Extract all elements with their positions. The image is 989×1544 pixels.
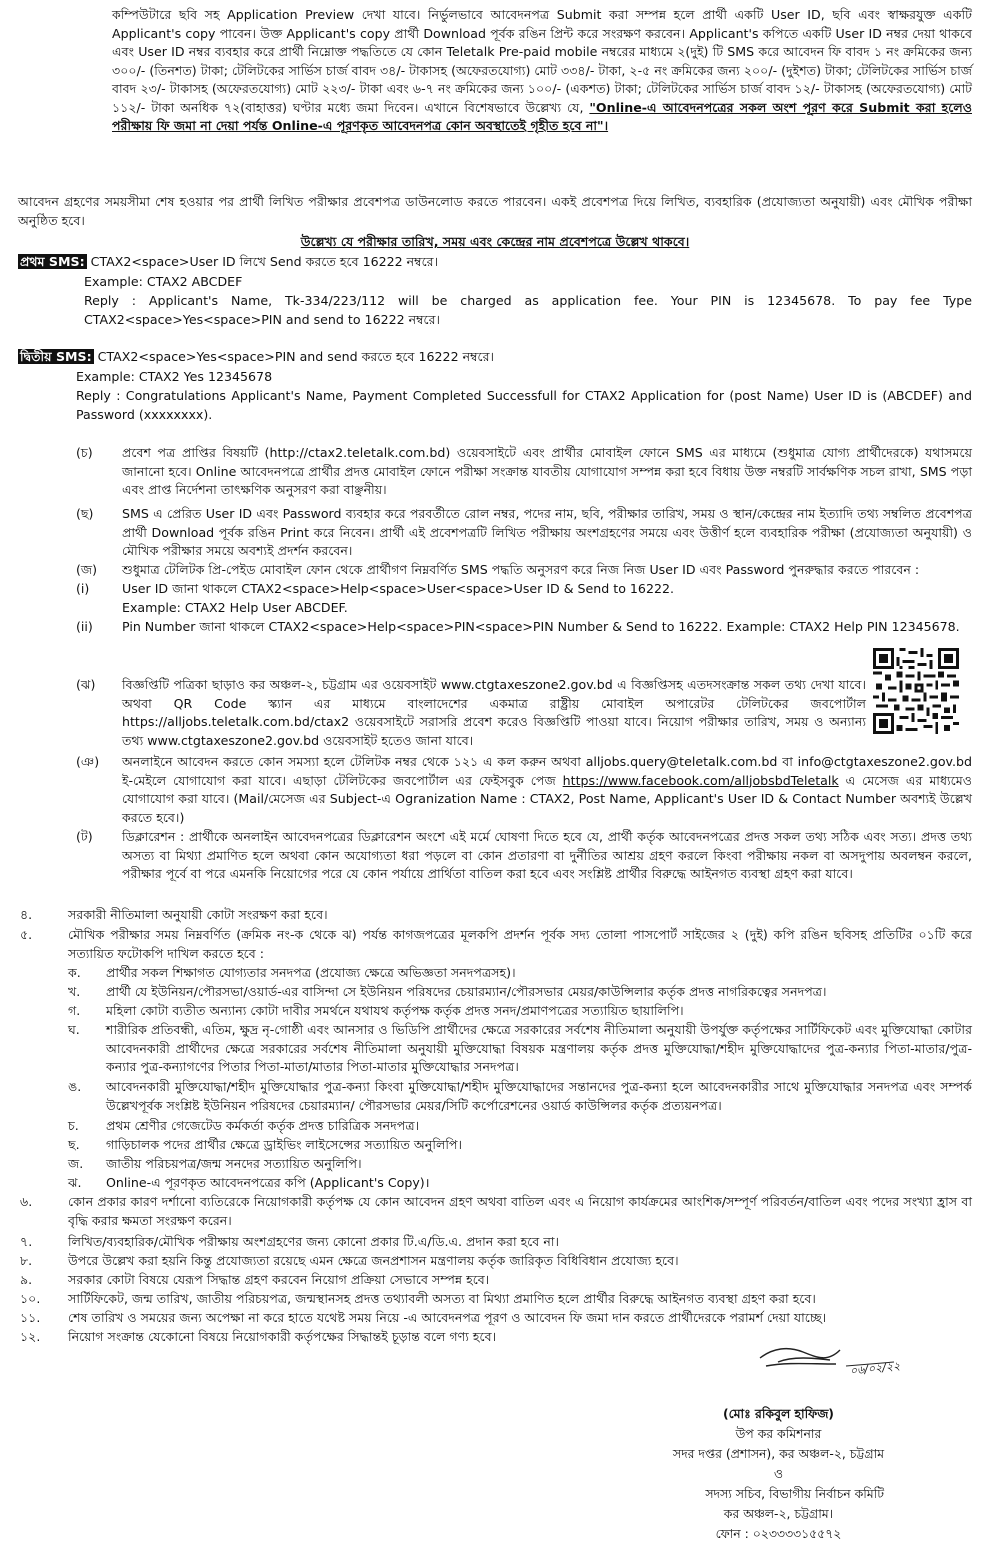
item-chha-label: (ছ): [76, 506, 94, 521]
signatory-title: উপ কর কমিশনার: [735, 1426, 822, 1441]
doc-item-label: খ.: [68, 984, 81, 999]
doc-item-label: ছ.: [68, 1137, 80, 1152]
doc-item-text: শারীরিক প্রতিবন্ধী, এতিম, ক্ষুদ্র নৃ-গোষ্ঠী এবং আনসার ও ভিডিপি প্রার্থীদের ক্ষেত্রে সরকারের সর্বশেষ নীতিমালা অনুযায়ী উপর্যুক্ত কর্তৃপক্ষের সার্টিফিকেট এবং মুক্তিযোদ্ধা কোটার আবেদনকারী প্রার্থীদের ক্ষেত্রে সরকারের সর্বশেষ নীতিমালা অনুযায়ী মুক্তিযোদ্ধা বিষয়ক মন্ত্রণালয় কর্তৃক প্রদত্ত মুক্তিযোদ্ধা/শহীদ মুক্তিযোদ্ধাদের পুত্র-কন্যার পিতা-মাতার/পুত্র-কন্যার পুত্র-কন্যাগণের পিতার পিতা-মাতা/মাতার পিতা-মাতার মুক্তিযোদ্ধার সনদপত্র।: [106, 1022, 972, 1074]
admit-note: উল্লেখ্য যে পরীক্ষার তারিখ, সময় এবং কেন্দ্রের নাম প্রবেশপত্রে উল্লেখ থাকবে।: [300, 234, 690, 249]
numbered-item-label: ৯.: [20, 1272, 33, 1287]
sms2-example: Example: CTAX2 Yes 12345678: [76, 369, 273, 384]
numbered-item-label: ৬.: [20, 1194, 33, 1209]
numbered-item-label: ৭.: [20, 1234, 33, 1249]
doc-item-text: গাড়িচালক পদের প্রার্থীর ক্ষেত্রে ড্রাইভিং লাইসেন্সের সত্যায়িত অনুলিপি।: [106, 1137, 462, 1152]
sms2-text: CTAX2<space>Yes<space>PIN and send করতে হবে 16222 নম্বরে।: [97, 349, 495, 364]
sms2-line: [18, 348, 972, 367]
item-5-text: মৌখিক পরীক্ষার সময় নিম্নবর্ণিত (ক্রমিক নং-ক থেকে ঝ) পর্যন্ত কাগজপত্রের মূলকপি প্রদর্শন পূর্বক সদ্য তোলা পাসপোর্ট সাইজের ২ (দুই) কপি রঙিন ছবিসহ প্রতিটির ০১টি করে সত্যায়িত ফটোকপি দাখিল করতে হবে :: [68, 927, 972, 961]
doc-item-text: আবেদনকারী মুক্তিযোদ্ধা/শহীদ মুক্তিযোদ্ধার পুত্র-কন্যা কিংবা মুক্তিযোদ্ধা/শহীদ মুক্তিযোদ্ধাদের সন্তানদের পুত্র-কন্যা হলে আবেদনকারীর সাথে মুক্তিযোদ্ধার সনদপত্র এবং সম্পর্ক উল্লেখপূর্বক সংশ্লিষ্ট ইউনিয়ন পরিষদের চেয়ারম্যান/ পৌরসভার মেয়র/সিটি কর্পোরেশনের ওয়ার্ড কাউন্সিলর কর্তৃক প্রত্যয়নপত্র।: [106, 1079, 972, 1113]
doc-item-label: ঙ.: [68, 1079, 82, 1094]
numbered-item-text: লিখিত/ব্যবহারিক/মৌখিক পরীক্ষায় অংশগ্রহণের জন্য কোনো প্রকার টি.এ/ডি.এ. প্রদান করা হবে না।: [68, 1234, 559, 1249]
item-chha-text: SMS এ প্রেরিত User ID এবং Password ব্যবহার করে পরবর্তীতে রোল নম্বর, পদের নাম, ছবি, পরীক্ষার তারিখ, সময় ও স্থান/কেন্দ্রের নাম ইত্যাদি তথ্য সম্বলিত প্রবেশপত্র প্রার্থী Download পূর্বক রঙিন Print করে নিবেন। প্রার্থী এই প্রবেশপত্রটি লিখিত পরীক্ষায় অংশগ্রহণের সময়ে এবং উত্তীর্ণ হলে ব্যবহারিক পরীক্ষা (প্রযোজ্যতা অনুযায়ী) ও মৌখিক পরীক্ষার সময়ে অবশ্যই প্রদর্শন করবেন।: [122, 506, 972, 558]
doc-item-label: গ.: [68, 1003, 81, 1018]
numbered-item-label: ১০.: [20, 1291, 41, 1306]
numbered-item-label: ৮.: [20, 1253, 33, 1268]
numbered-item-label: ১১.: [20, 1310, 41, 1325]
numbered-item-text: উপরে উল্লেখ করা হয়নি কিন্তু প্রযোজ্যতা রয়েছে এমন ক্ষেত্রে জনপ্রশাসন মন্ত্রণালয় কর্তৃক জারিকৃত বিধিবিধান প্রযোজ্য হবে।: [68, 1253, 679, 1268]
signatory-name: (মোঃ রকিবুল হাফিজ): [722, 1406, 834, 1421]
numbered-item-text: নিয়োগ সংক্রান্ত যেকোনো বিষয়ে নিয়োগকারী কর্তৃপক্ষের সিদ্ধান্তই চূড়ান্ত বলে গণ্য হবে।: [68, 1329, 497, 1344]
admit-card-paragraph: আবেদন গ্রহণের সময়সীমা শেষ হওয়ার পর প্রার্থী লিখিত পরীক্ষার প্রবেশপত্র ডাউনলোড করতে পারবেন। একই প্রবেশপত্র দিয়ে লিখিত, ব্যবহারিক (প্রযোজ্যতা অনুযায়ী) এবং মৌখিক পরীক্ষা অনুষ্ঠিত হবে।: [18, 194, 972, 228]
facebook-link[interactable]: https://www.facebook.com/alljobsbdTeletalk: [562, 772, 839, 788]
item-ta-label: (ট): [76, 829, 93, 844]
numbered-item-label: ১২.: [20, 1329, 41, 1344]
doc-item-text: প্রথম শ্রেণীর গেজেটেড কর্মকর্তা কর্তৃক প্রদত্ত চারিত্রিক সনদপত্র।: [106, 1118, 420, 1133]
online-warning: "Online-এ আবেদনপত্রের সকল অংশ পূরণ করে Submit করা হলেও পরীক্ষায় ফি জমা না দেয়া পর্যন্ত Online-এ পূরণকৃত আবেদনপত্র কোন অবস্থাতেই গৃহীত হবে না"।: [112, 99, 972, 133]
sms1-text: CTAX2<space>User ID লিখে Send করতে হবে 16222 নম্বরে।: [90, 254, 439, 269]
item-cha-text: প্রবেশ পত্র প্রাপ্তির বিষয়টি (http://ctax2.teletalk.com.bd) ওয়েবসাইটে এবং প্রার্থীর মোবাইল ফোনে SMS এর মাধ্যমে (শুধুমাত্র যোগ্য প্রার্থীদেরকে) যথাসময়ে জানানো হবে। Online আবেদনপত্রে প্রার্থীর প্রদত্ত মোবাইল ফোনে পরীক্ষা সংক্রান্ত যাবতীয় যোগাযোগ সম্পন্ন করা হবে বিধায় উক্ত নম্বরটি সার্বক্ষণিক সচল রাখা, SMS পড়া এবং প্রাপ্ত নির্দেশনা তাৎক্ষণিক অনুসরণ করা বাঞ্ছনীয়।: [122, 445, 972, 497]
doc-item-label: ক.: [68, 965, 81, 980]
sms1-reply: Reply : Applicant's Name, Tk-334/223/112 will be charged as application fee. Your PIN is 12345678. To pay fee Type CTAX2<space>Yes<space>PIN and send to 16222 নম্বরে।: [84, 293, 972, 327]
doc-item-label: চ.: [68, 1118, 79, 1133]
item-ta-text: ডিক্লারেশন : প্রার্থীকে অনলাইন আবেদনপত্রের ডিক্লারেশন অংশে এই মর্মে ঘোষণা দিতে হবে যে, প্রার্থী কর্তৃক আবেদনপত্রের প্রদত্ত সকল তথ্য সঠিক এবং সত্য। প্রদত্ত তথ্য অসত্য বা মিথ্যা প্রমাণিত হলে অথবা কোন অযোগ্যতা ধরা পড়লে বা কোন প্রতারণা বা দুর্নীতির আশ্রয় গ্রহণ করলে কিংবা পরীক্ষায় নকল বা অসদুপায় অবলম্বন করলে, পরীক্ষার পূর্বে বা পরে এমনকি নিয়োগের পরে যে কোন পর্যায়ে প্রার্থিতা বাতিল করা হবে এবং সংশ্লিষ্ট প্রার্থীর বিরুদ্ধে আইনগত ব্যবস্থা গ্রহণ করা যাবে।: [122, 829, 972, 881]
qr-code-icon[interactable]: [872, 648, 960, 734]
sms1-tag: প্রথম SMS:: [20, 254, 85, 269]
item-nya-text: অনলাইনে আবেদন করতে কোন সমস্যা হলে টেলিটক নম্বর থেকে ১২১ এ কল করুন অথবা alljobs.query@teletalk.com.bd বা info@ctgtaxeszone2.gov.bd ই-মেইলে যোগাযোগ করা যাবে। এছাড়া টেলিটকের জবপোর্টাল এর ফেইসবুক পেজ https://www.facebook.com/alljobsbdTeletalk এ মেসেজ এর মাধ্যমেও যোগাযোগ করা যাবে। (Mail/মেসেজ এর Subject-এ Ogranization Name : CTAX2, Post Name, Applicant's User ID & Contact Number অবশ্যই উল্লেখ করতে হবে।): [122, 754, 972, 825]
sms2-reply: Reply : Congratulations Applicant's Name, Payment Completed Successfull for CTAX2 Application for (post Name) User ID is (ABCDEF) and Password (xxxxxxxx).: [76, 388, 972, 422]
item-cha-label: (চ): [76, 445, 93, 460]
sms2-tag: দ্বিতীয় SMS:: [20, 349, 92, 364]
item-ii-text: Pin Number জানা থাকলে CTAX2<space>Help<space>PIN<space>PIN Number & Send to 16222. Example: CTAX2 Help PIN 12345678.: [122, 619, 960, 634]
doc-item-label: জ.: [68, 1156, 84, 1171]
signatory-title2: সদস্য সচিব, বিভাগীয় নির্বাচন কমিটি: [705, 1486, 884, 1501]
item-4-text: সরকারী নীতিমালা অনুযায়ী কোটা সংরক্ষণ করা হবে।: [68, 907, 328, 922]
numbered-item-text: সরকার কোটা বিষয়ে যেরূপ সিদ্ধান্ত গ্রহণ করবেন নিয়োগ প্রক্রিয়া সেভাবে সম্পন্ন হবে।: [68, 1272, 490, 1287]
item-5-label: ৫.: [20, 927, 33, 942]
signature-block: [673, 1404, 884, 1544]
item-4-label: ৪.: [20, 907, 33, 922]
signature-date: ০৬/০২/২২: [849, 1359, 901, 1378]
item-jha-label: (ঝ): [76, 677, 96, 692]
numbered-item-text: সার্টিফিকেট, জন্ম তারিখ, জাতীয় পরিচয়পত্র, জন্মস্থানসহ প্রদত্ত তথ্যাবলী অসত্য বা মিথ্যা প্রমাণিত হলে প্রার্থীর বিরুদ্ধে আইনগত ব্যবস্থা গ্রহণ করা হবে।: [68, 1291, 816, 1306]
application-preview-paragraph: কম্পিউটারে ছবি সহ Application Preview দেখা যাবে। নির্ভুলভাবে আবেদনপত্র Submit করা সম্পন্ন হলে প্রার্থী একটি User ID, ছবি এবং স্বাক্ষরযুক্ত একটি Applicant's copy পাবেন। উক্ত Applicant's copy প্রার্থী Download পূর্বক রঙিন প্রিন্ট করে সংরক্ষণ করবেন। Applicant's কপিতে একটি User ID নম্বর দেয়া থাকবে এবং User ID নম্বর ব্যবহার করে প্রার্থী নিম্নোক্ত পদ্ধতিতে যে কোন Teletalk Pre-paid mobile নম্বরের মাধ্যমে ২(দুই) টি SMS করে আবেদন ফি বাবদ ১ নং ক্রমিকের জন্য ৩০০/- (তিনশত) টাকা; টেলিটকের সার্ভিস চার্জ বাবদ ৩৪/- টাকাসহ (অফেরতযোগ্য) মোট ৩৩৪/- টাকা, ২-৫ নং ক্রমিকের জন্য ২০০/- (দুইশত) টাকা; টেলিটকের সার্ভিস চার্জ বাবদ ২৩/- টাকাসহ (অফেরতযোগ্য) মোট ২২৩/- টাকা এবং ৬-৭ নং ক্রমিকের জন্য ১০০/- (একশত) টাকা; টেলিটকের সার্ভিস চার্জ বাবদ ১২/- টাকাসহ (অফেরতযোগ্য) মোট ১১২/- টাকা অনধিক ৭২(বাহাত্তর) ঘণ্টার মধ্যে জমা দিবেন। এখানে বিশেষভাবে উল্লেখ্য যে, "Online-এ আবেদনপত্রের সকল অংশ পূরণ করে Submit করা হলেও পরীক্ষায় ফি জমা না দেয়া পর্যন্ত Online-এ পূরণকৃত আবেদনপত্র কোন অবস্থাতেই গৃহীত হবে না"।: [112, 7, 972, 133]
item-ja-text: শুধুমাত্র টেলিটক প্রি-পেইড মোবাইল ফোন থেকে প্রার্থীগণ নিম্নবর্ণিত SMS পদ্ধতি অনুসরণ করে নিজ নিজ User ID এবং Password পুনরুদ্ধার করতে পারবেন :: [122, 562, 920, 577]
doc-item-text: প্রার্থীর সকল শিক্ষাগত যোগ্যতার সনদপত্র (প্রযোজ্য ক্ষেত্রে অভিজ্ঞতা সনদপত্রসহ)।: [106, 965, 516, 980]
numbered-item-text: শেষ তারিখ ও সময়ের জন্য অপেক্ষা না করে হাতে যথেষ্ট সময় নিয়ে -এ আবেদনপত্র পূরণ ও আবেদন ফি জমা দান করতে প্রার্থীদেরকে পরামর্শ দেয়া যাচ্ছে।: [68, 1310, 827, 1325]
signatory-office2: কর অঞ্চল-২, চট্টগ্রাম।: [723, 1506, 834, 1521]
item-ii-label: (ii): [76, 619, 93, 634]
doc-item-text: প্রার্থী যে ইউনিয়ন/পৌরসভা/ওয়ার্ড-এর বাসিন্দা সে ইউনিয়ন পরিষদের চেয়ারম্যান/পৌরসভার মেয়র/কাউন্সিলার কর্তৃক প্রদত্ত নাগরিকত্বের সনদপত্র।: [106, 984, 827, 999]
item-nya-label: (ঞ): [76, 754, 100, 769]
doc-item-text: Online-এ পূরণকৃত আবেদনপত্রের কপি (Applicant's Copy)।: [106, 1175, 430, 1190]
signatory-office: সদর দপ্তর (প্রশাসন), কর অঞ্চল-২, চট্টগ্রাম: [672, 1446, 884, 1461]
doc-item-label: ঝ.: [68, 1175, 82, 1190]
doc-item-text: মহিলা কোটা ব্যতীত অন্যান্য কোটা দাবীর সমর্থনে যথাযথ কর্তৃপক্ষ কর্তৃক প্রদত্ত সনদ/প্রমাণপত্রের সত্যায়িত ছায়ালিপি।: [106, 1003, 684, 1018]
item-i-example: Example: CTAX2 Help User ABCDEF.: [122, 600, 348, 615]
signatory-phone: ফোন : ০২৩৩৩৩১৫৫৭২: [715, 1526, 842, 1541]
item-i-label: (i): [76, 581, 90, 596]
signatory-conj: ও: [773, 1466, 784, 1481]
doc-item-label: ঘ.: [68, 1022, 80, 1037]
numbered-item-text: কোন প্রকার কারণ দর্শানো ব্যতিরেকে নিয়োগকারী কর্তৃপক্ষ যে কোন আবেদন গ্রহণ অথবা বাতিল এবং এ নিয়োগ কার্যক্রমের আংশিক/সম্পূর্ণ পরিবর্তন/বাতিল এবং পদের সংখ্যা হ্রাস বা বৃদ্ধি করার ক্ষমতা সংরক্ষণ করেন।: [68, 1194, 972, 1228]
item-ja-label: (জ): [76, 562, 98, 577]
doc-item-text: জাতীয় পরিচয়পত্র/জন্ম সনদের সত্যায়িত অনুলিপি।: [106, 1156, 362, 1171]
sms1-example: Example: CTAX2 ABCDEF: [84, 274, 243, 289]
item-i-text: User ID জানা থাকলে CTAX2<space>Help<space>User<space>User ID & Send to 16222.: [122, 581, 674, 596]
sms1-line: [18, 253, 972, 272]
item-jha-text: বিজ্ঞপ্তিটি পত্রিকা ছাড়াও কর অঞ্চল-২, চট্টগ্রাম এর ওয়েবসাইট www.ctgtaxeszone2.gov.bd এ বিজ্ঞপ্তিসহ এতদসংক্রান্ত সকল তথ্য দেখা যাবে। অথবা QR Code স্ক্যান এর মাধ্যমে বাংলাদেশের একমাত্র রাষ্ট্রীয় মোবাইল অপারেটর টেলিটকের জবপোর্টাল https://alljobs.teletalk.com.bd/ctax2 ওয়েবসাইটে সরাসরি প্রবেশ করেও বিজ্ঞপ্তিটি পাওয়া যাবে। নিয়োগ পরীক্ষার তারিখ, সময় ও অন্যান্য তথ্য www.ctgtaxeszone2.gov.bd ওয়েবসাইট হতেও জানা যাবে।: [122, 677, 866, 748]
